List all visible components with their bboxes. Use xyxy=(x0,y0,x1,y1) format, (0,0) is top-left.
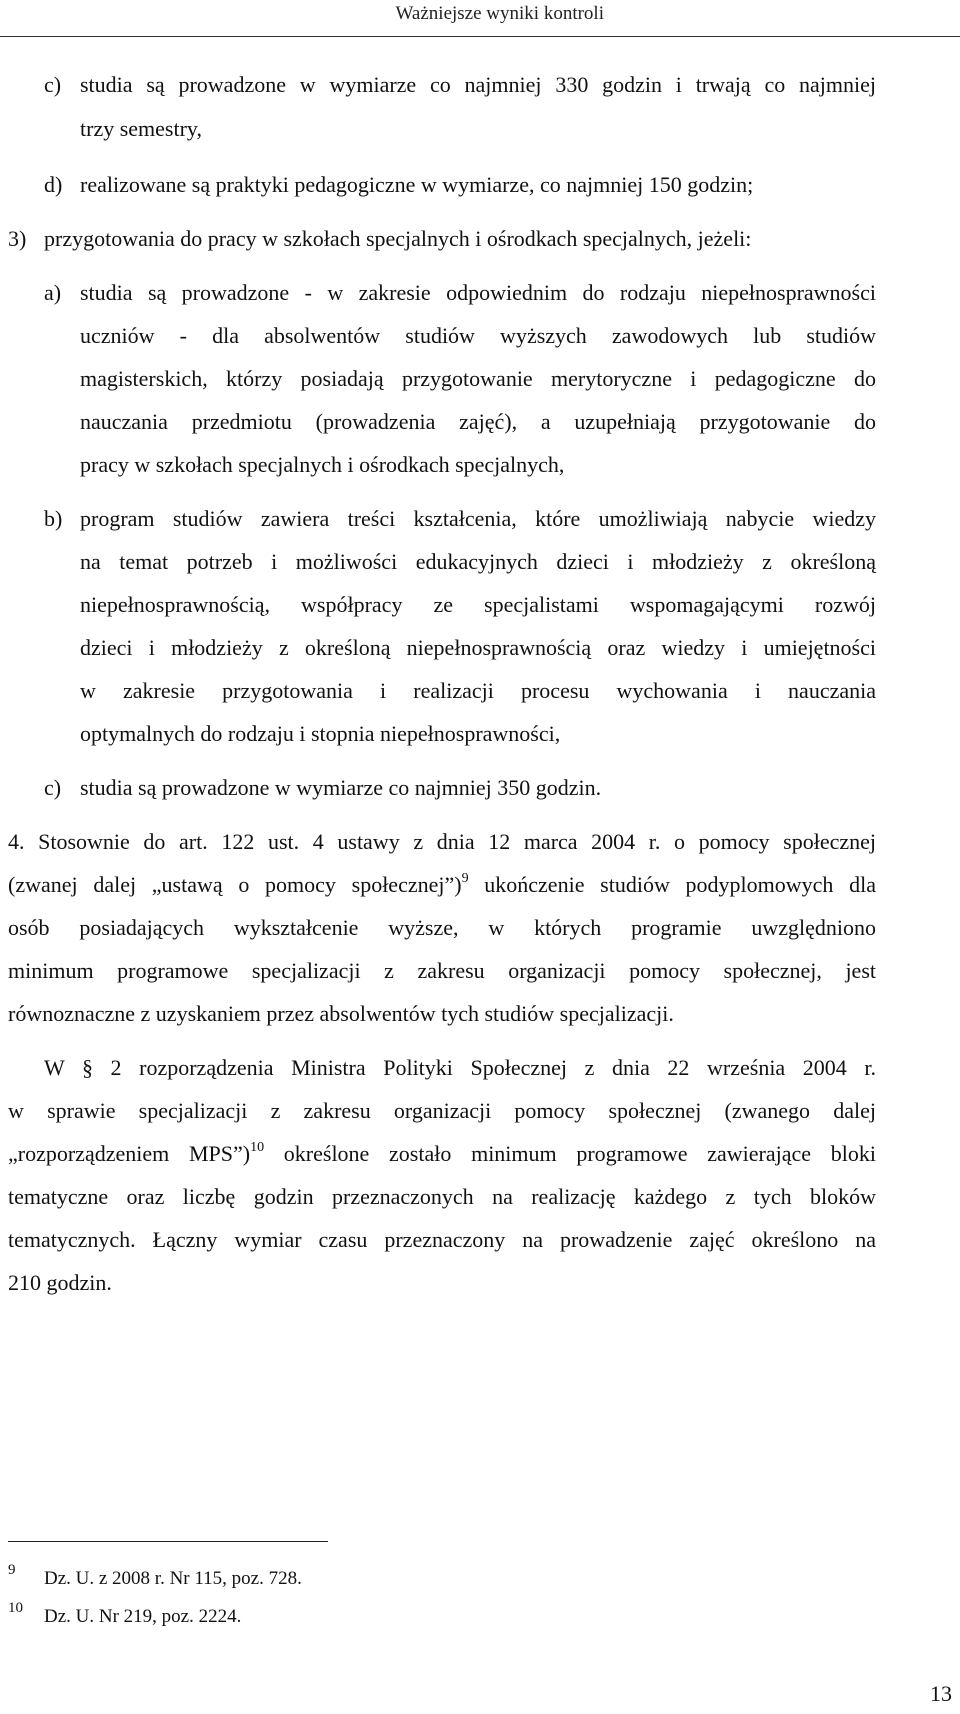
paragraph-line: W § 2 rozporządzenia Ministra Polityki Społecznej z dnia 22 września 2004 r. xyxy=(44,1055,876,1080)
paragraph-line: w sprawie specjalizacji z zakresu organizacji pomocy społecznej (zwanego dalej xyxy=(8,1098,876,1123)
paragraph-line: tematycznych. Łączny wymiar czasu przeznaczony na prowadzenie zajęć określono na xyxy=(8,1227,876,1252)
paragraph-text: ukończenie studiów podyplomowych dla xyxy=(468,872,876,897)
list-label: b) xyxy=(44,506,63,531)
list-item-text: przygotowania do pracy w szkołach specjalnych i ośrodkach specjalnych, jeżeli: xyxy=(44,226,752,251)
list-item-text: uczniów - dla absolwentów studiów wyższych zawodowych lub studiów xyxy=(80,323,876,348)
list-item-text: studia są prowadzone w wymiarze co najmniej 330 godzin i trwają co najmniej xyxy=(80,72,876,97)
paragraph-line: równoznaczne z uzyskaniem przez absolwentów tych studiów specjalizacji. xyxy=(8,1001,674,1026)
list-item-text: optymalnych do rodzaju i stopnia niepełnosprawności, xyxy=(80,721,561,746)
list-label: c) xyxy=(44,775,62,800)
paragraph-line: minimum programowe specjalizacji z zakresu organizacji pomocy społecznej, jest xyxy=(8,958,876,983)
paragraph-text: (zwanej dalej „ustawą o pomocy społecznej”) xyxy=(8,872,462,897)
footnote-ref[interactable]: 9 xyxy=(461,870,469,886)
list-item-text: dzieci i młodzieży z określoną niepełnosprawnością oraz wiedzy i umiejętności xyxy=(80,635,876,660)
footnote-number: 9 xyxy=(8,1562,16,1578)
list-item-text: studia są prowadzone - w zakresie odpowiednim do rodzaju niepełnosprawności xyxy=(80,280,876,305)
list-item-text: nauczania przedmiotu (prowadzenia zajęć), a uzupełniają przygotowanie do xyxy=(80,409,876,434)
footnote-text: Dz. U. Nr 219, poz. 2224. xyxy=(44,1606,242,1627)
page-number: 13 xyxy=(930,1681,952,1706)
list-item-text: trzy semestry, xyxy=(80,116,202,141)
list-item-text: program studiów zawiera treści kształcenia, które umożliwiają nabycie wiedzy xyxy=(80,506,876,531)
list-label: a) xyxy=(44,280,62,305)
header-divider xyxy=(0,36,960,37)
list-label: 3) xyxy=(8,226,27,251)
paragraph-line xyxy=(8,872,876,898)
footnote-divider xyxy=(8,1541,328,1542)
list-label: c) xyxy=(44,72,62,97)
paragraph-line: 210 godzin. xyxy=(8,1270,112,1295)
list-item-text: niepełnosprawnością, współpracy ze specjalistami wspomagającymi rozwój xyxy=(80,592,876,617)
list-item-text: na temat potrzeb i możliwości edukacyjnych dzieci i młodzieży z określoną xyxy=(80,549,876,574)
footnote-number: 10 xyxy=(8,1600,23,1616)
list-item-text: realizowane są praktyki pedagogiczne w wymiarze, co najmniej 150 godzin; xyxy=(80,172,754,197)
paragraph-line: 4. Stosownie do art. 122 ust. 4 ustawy z dnia 12 marca 2004 r. o pomocy społecznej xyxy=(8,829,876,854)
page-header xyxy=(0,0,960,40)
paragraph-text: „rozporządzeniem MPS”) xyxy=(8,1141,251,1166)
paragraph-line: tematyczne oraz liczbę godzin przeznaczonych na realizację każdego z tych bloków xyxy=(8,1184,876,1209)
list-label: d) xyxy=(44,172,63,197)
list-item-text: magisterskich, którzy posiadają przygotowanie merytoryczne i pedagogiczne do xyxy=(80,366,876,391)
list-item-text: w zakresie przygotowania i realizacji procesu wychowania i nauczania xyxy=(80,678,876,703)
header-title: Ważniejsze wyniki kontroli xyxy=(395,3,604,24)
footnote-text: Dz. U. z 2008 r. Nr 115, poz. 728. xyxy=(44,1568,302,1589)
list-item-text: studia są prowadzone w wymiarze co najmniej 350 godzin. xyxy=(80,775,602,800)
footnote-ref[interactable]: 10 xyxy=(250,1139,265,1155)
paragraph-text: określone zostało minimum programowe zawierające bloki xyxy=(264,1141,876,1166)
paragraph-line xyxy=(8,1141,876,1167)
paragraph-line: osób posiadających wykształcenie wyższe, w których programie uwzględniono xyxy=(8,915,876,940)
list-item-text: pracy w szkołach specjalnych i ośrodkach specjalnych, xyxy=(80,452,565,477)
